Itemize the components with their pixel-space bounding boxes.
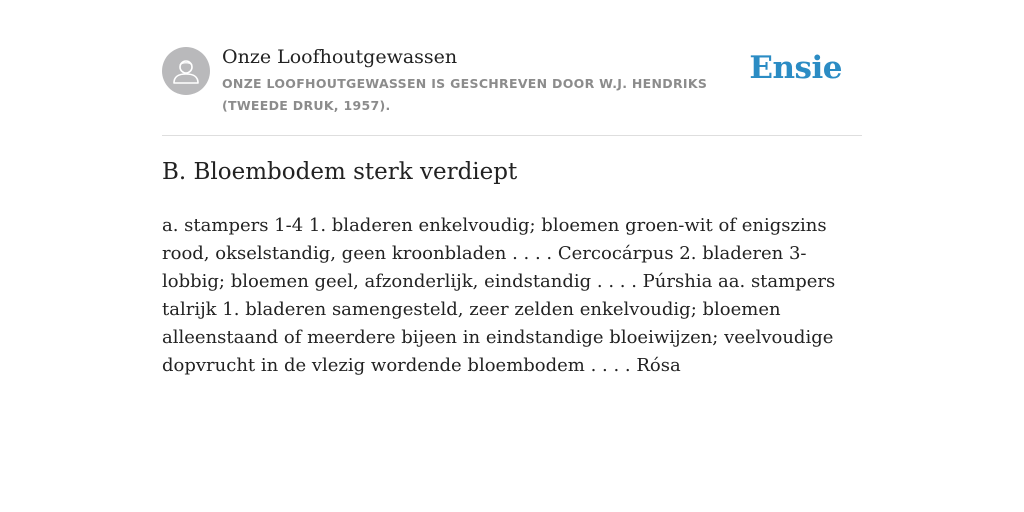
brand-logo[interactable]: Ensie bbox=[749, 50, 842, 86]
header-divider bbox=[162, 135, 862, 136]
book-header bbox=[162, 44, 862, 136]
avatar bbox=[162, 47, 210, 95]
book-title[interactable]: Onze Loofhoutgewassen bbox=[222, 46, 458, 68]
book-subtitle: ONZE LOOFHOUTGEWASSEN IS GESCHREVEN DOOR W.J. HENDRIKS (TWEEDE DRUK, 1957). bbox=[222, 76, 708, 113]
article-body: a. stampers 1-4 1. bladeren enkelvoudig; bloemen groen-wit of enigszins rood, okselstandig, geen kroonbladen . . . . Cercocárpus 2. bladeren 3-lobbig; bloemen geel, afzonderlijk, eindstandig . . . . Púrshia aa. stampers talrijk 1. bladeren samengesteld, zeer zelden enkelvoudig; bloemen alleenstaand of meerdere bijeen in eindstandige bloeiwijzen; veelvoudige dopvrucht in de vlezig wordende bloembodem . . . . Rósa bbox=[162, 215, 836, 376]
article-heading: B. Bloembodem sterk verdiept bbox=[162, 159, 518, 185]
user-icon bbox=[162, 47, 210, 95]
